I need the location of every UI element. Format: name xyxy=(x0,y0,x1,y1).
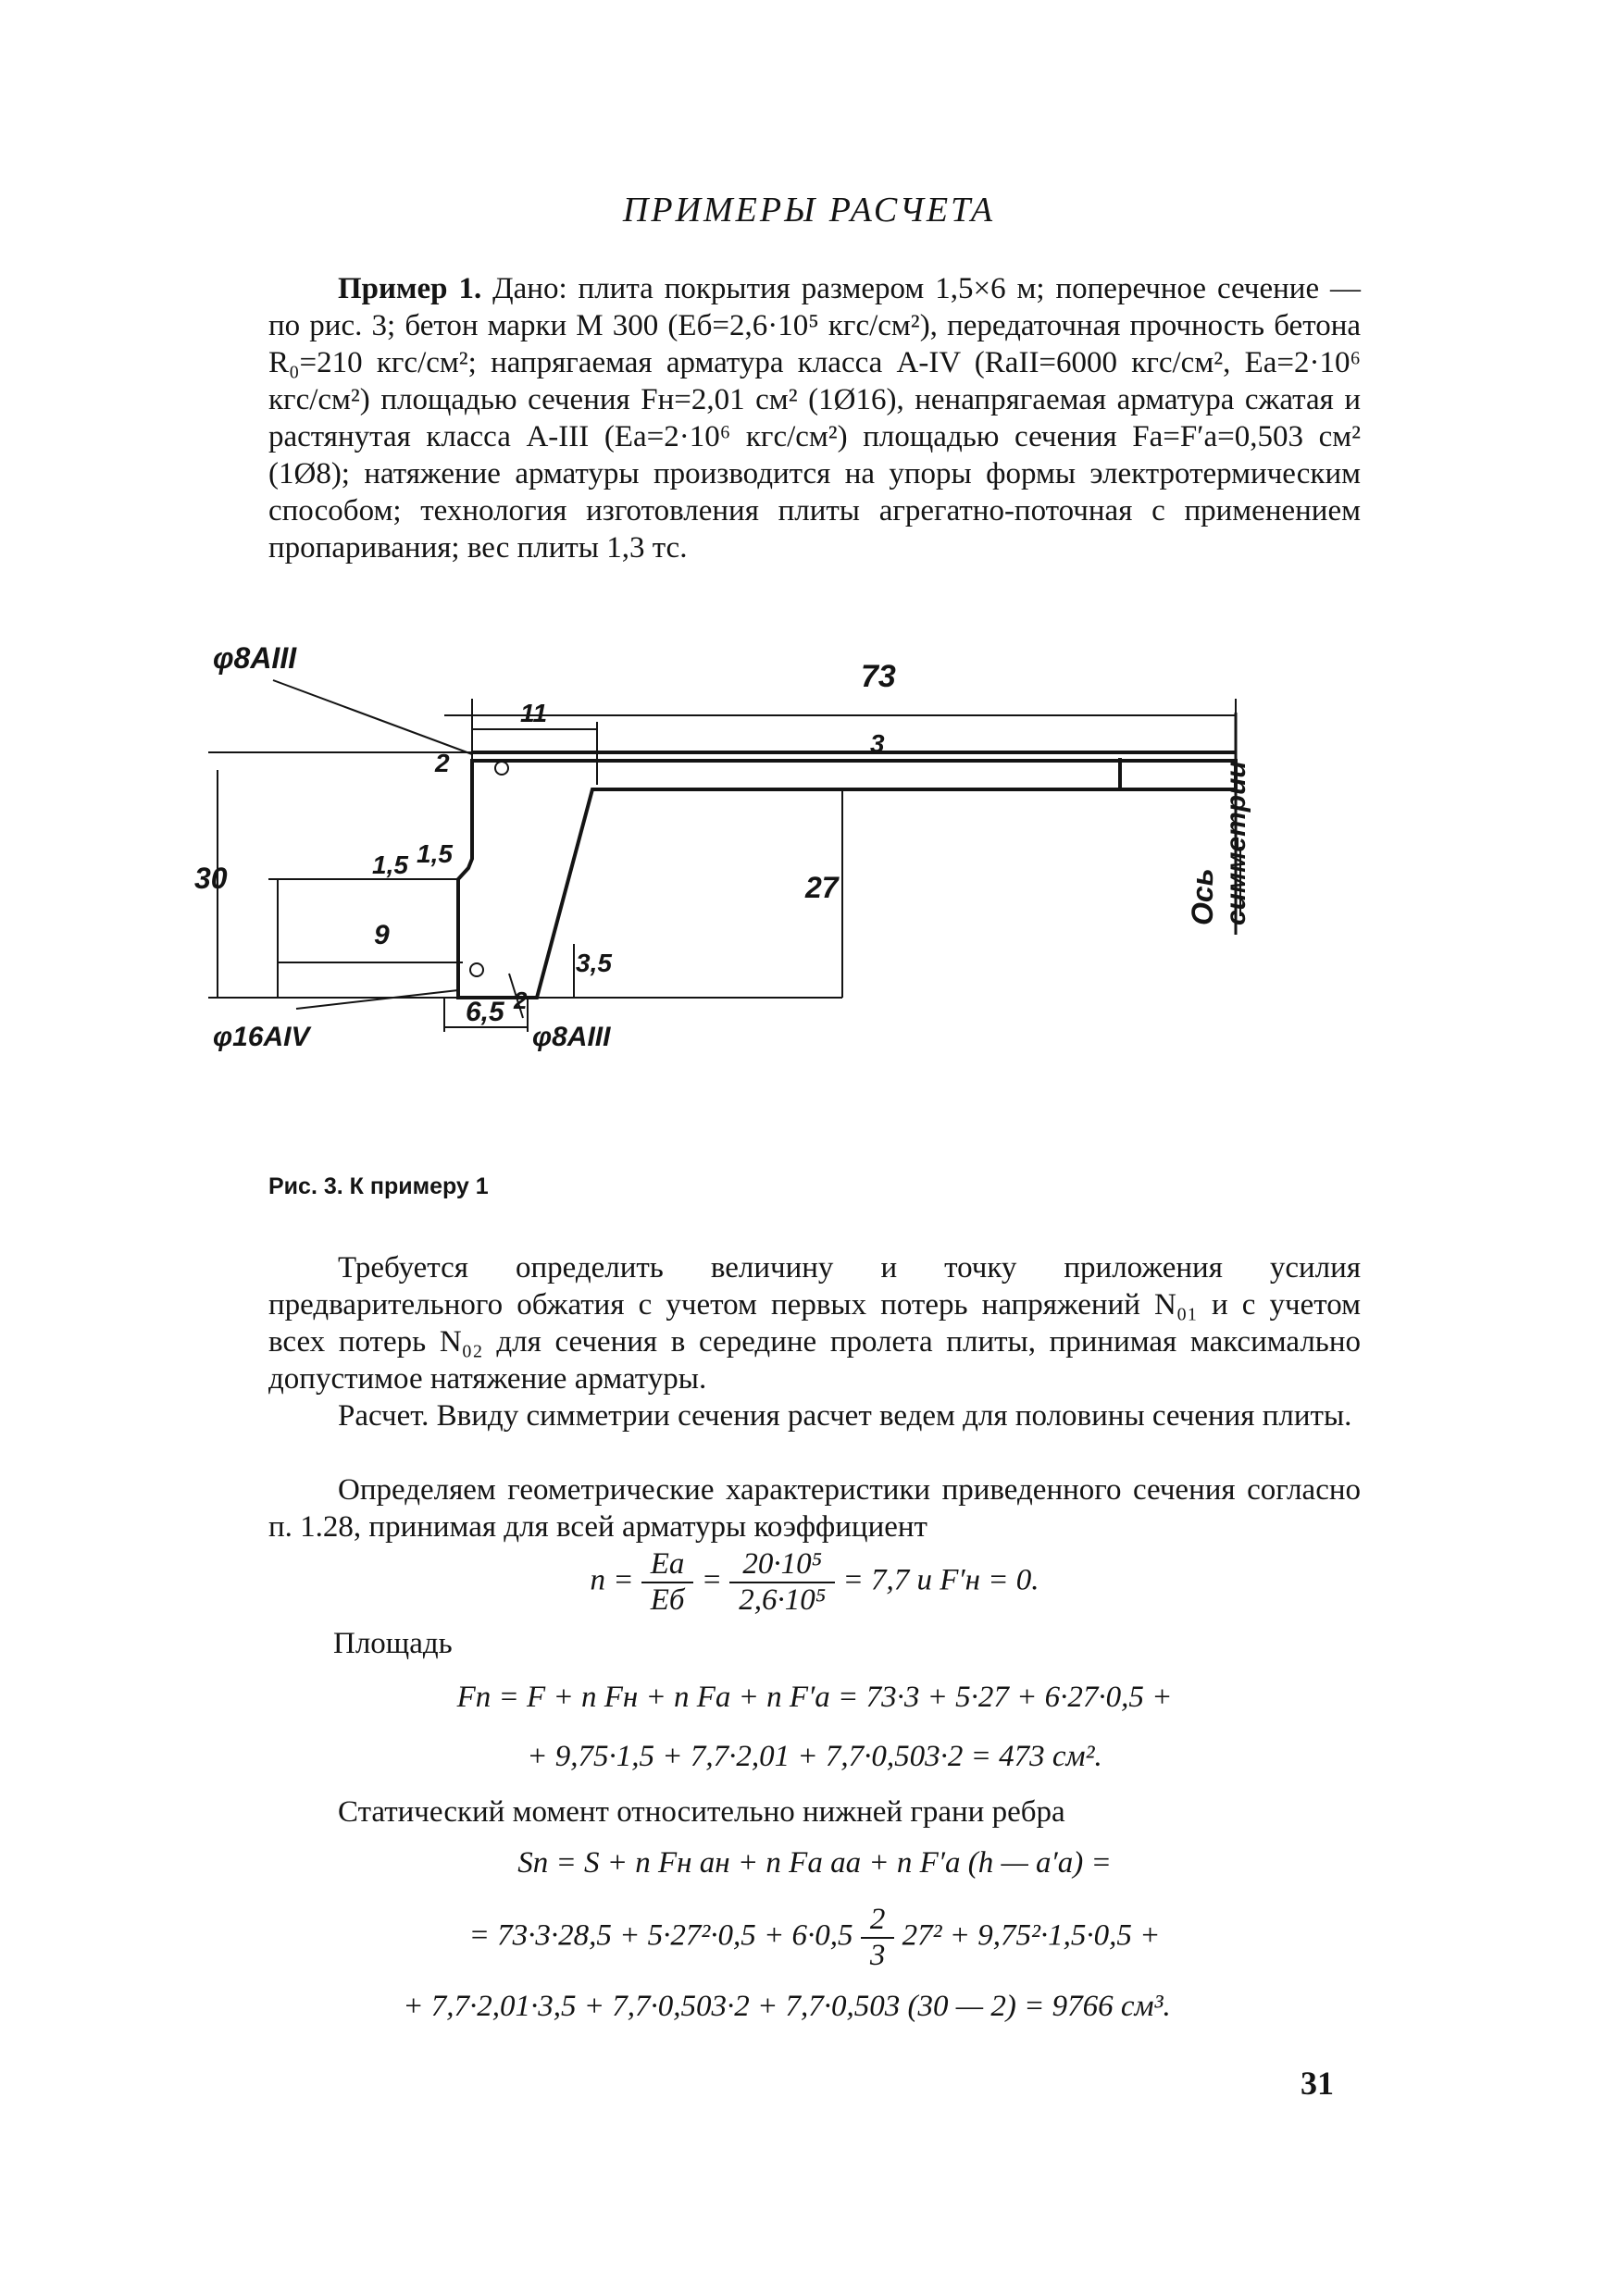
static-moment-paragraph: Статический момент относительно нижней грани ребра xyxy=(338,1795,1065,1829)
figure-cross-section xyxy=(194,620,1324,1194)
given-paragraph xyxy=(268,270,1361,566)
formula-n-rest: = 7,7 и F′н = 0. xyxy=(842,1563,1039,1597)
label-phi8-bottom: φ8AIII xyxy=(532,1022,611,1052)
geom-paragraph: Определяем геометрические характеристики приведенного сечения согласно п. 1.28, принимая для всей арматуры коэффициент xyxy=(268,1473,1361,1544)
dim-9: 9 xyxy=(374,920,390,950)
formula-s-line-2-b: 27² + 9,75²·1,5·0,5 + xyxy=(902,1918,1161,1953)
area-label: Площадь xyxy=(333,1627,453,1660)
fraction-den-2: 2,6·10⁵ xyxy=(739,1583,827,1617)
formula-s-line-1: Sп = S + n Fн aн + n Fа aа + n F′а (h — a′а) = xyxy=(517,1846,1112,1880)
page-heading: ПРИМЕРЫ РАСЧЕТА xyxy=(622,191,996,230)
figure-caption: Рис. 3. К примеру 1 xyxy=(268,1173,489,1199)
calc-paragraph: Расчет. Ввиду симметрии сечения расчет ведем для половины сечения плиты. xyxy=(338,1399,1352,1433)
fraction-two-thirds xyxy=(861,1903,895,1973)
page-number: 31 xyxy=(1301,2065,1334,2102)
axis-label-2: симметрии xyxy=(1221,761,1251,925)
example-title: Пример 1. xyxy=(338,272,482,305)
formula-area-line-1: Fп = F + n Fн + n Fа + n F′а = 73·3 + 5·27 + 6·27·0,5 + xyxy=(456,1681,1173,1714)
fraction-two-thirds-den: 3 xyxy=(869,1939,886,1972)
label-phi8-top: φ8AIII xyxy=(213,641,297,675)
dim-11: 11 xyxy=(520,699,548,727)
fraction-den-1: Eб xyxy=(650,1583,685,1617)
dim-6-5: 6,5 xyxy=(466,997,504,1027)
dim-2-bottom: 2 xyxy=(514,987,528,1014)
dim-1-5-b: 1,5 xyxy=(372,850,408,879)
fraction-two-thirds-num: 2 xyxy=(861,1903,895,1939)
formula-s-line-2 xyxy=(268,1903,1361,1973)
dim-27: 27 xyxy=(805,871,839,904)
formula-area-line-2: + 9,75·1,5 + 7,7·2,01 + 7,7·0,503·2 = 473 см². xyxy=(527,1740,1102,1773)
given-text: Дано: плита покрытия размером 1,5×6 м; поперечное сечение — по рис. 3; бетон марки М 300 (Eб=2,6·10⁵ кгс/см²), передаточная прочность бетона R₀=210 кгс/см²; напрягаемая арматура класса A-IV (RаII=6000 кгс/см², Eа=2·10⁶ кгс/см²) площадью сечения Fн=2,01 см² (1Ø16), ненапрягаемая арматура сжатая и растянутая класса A-III (Eа=2·10⁶ кгс/см²) площадью сечения Fа=F′а=0,503 см² (1Ø8); натяжение арматуры производится на упоры формы электротермическим способом; технология изготовления плиты агрегатно-поточная с применением пропаривания; вес плиты 1,3 тс. xyxy=(268,272,1362,565)
fraction-values xyxy=(729,1547,835,1618)
fraction-ea-eb xyxy=(641,1547,694,1618)
label-phi16: φ16AIV xyxy=(213,1022,310,1052)
dim-1-5-a: 1,5 xyxy=(417,839,453,868)
dim-3: 3 xyxy=(870,729,885,758)
dim-2-top: 2 xyxy=(435,749,450,777)
dim-73: 73 xyxy=(861,659,896,694)
dim-3-5: 3,5 xyxy=(576,949,612,977)
formula-n xyxy=(268,1547,1361,1618)
axis-label-1: Ось xyxy=(1186,868,1219,925)
fraction-num-2: 20·10⁵ xyxy=(729,1547,835,1583)
dim-30: 30 xyxy=(194,862,228,895)
required-paragraph: Требуется определить величину и точку приложения усилия предварительного обжатия с учетом первых потерь напряжений N₀₁ и с учетом всех потерь N₀₂ для сечения в середине пролета плиты, принимая максимально допустимое натяжение арматуры. xyxy=(268,1251,1361,1396)
formula-n-eq: = xyxy=(701,1563,723,1597)
formula-s-line-3: + 7,7·2,01·3,5 + 7,7·0,503·2 + 7,7·0,503 (30 — 2) = 9766 см³. xyxy=(403,1990,1171,2023)
formula-s-line-2-a: = 73·3·28,5 + 5·27²·0,5 + 6·0,5 xyxy=(468,1918,853,1953)
formula-n-lhs: n = xyxy=(590,1563,634,1597)
fraction-num-1: Eа xyxy=(641,1547,694,1583)
